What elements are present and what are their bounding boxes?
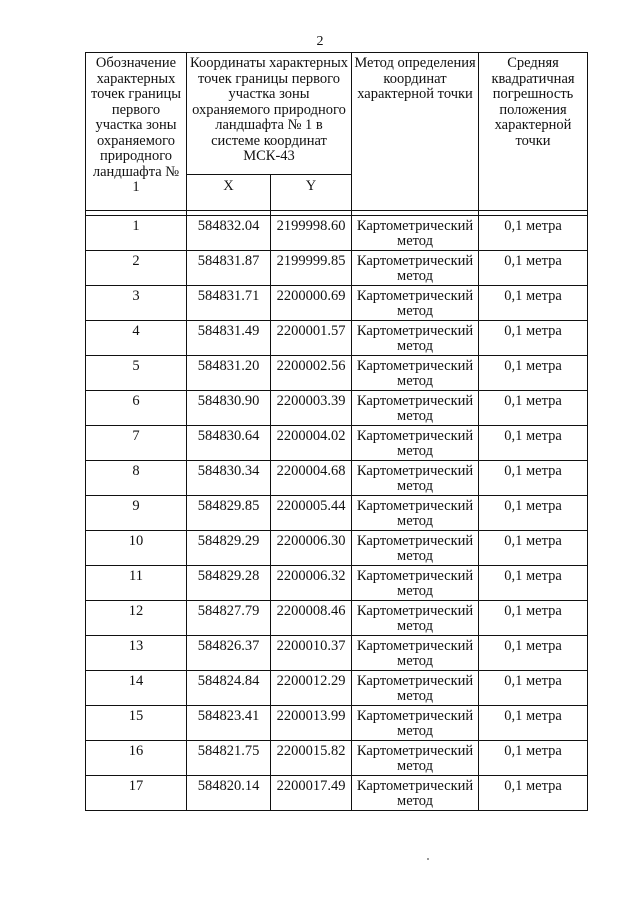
method-cell: Картометрический метод [352, 496, 479, 531]
y-coordinate-cell: 2200004.02 [271, 426, 352, 461]
error-cell: 0,1 метра [479, 216, 588, 251]
point-number-cell: 1 [86, 216, 187, 251]
y-coordinate-cell: 2200017.49 [271, 776, 352, 811]
table-row [86, 496, 588, 531]
method-cell: Картометрический метод [352, 356, 479, 391]
y-coordinate-cell: 2200006.30 [271, 531, 352, 566]
error-cell: 0,1 метра [479, 286, 588, 321]
page-number: 2 [316, 34, 324, 49]
table-row [86, 391, 588, 426]
y-coordinate-cell: 2200005.44 [271, 496, 352, 531]
error-cell: 0,1 метра [479, 671, 588, 706]
x-coordinate-cell: 584830.90 [187, 391, 271, 426]
table-row [86, 216, 588, 251]
point-number-cell: 5 [86, 356, 187, 391]
point-number-cell: 9 [86, 496, 187, 531]
table-row [86, 461, 588, 496]
point-number-cell: 3 [86, 286, 187, 321]
error-cell: 0,1 метра [479, 496, 588, 531]
point-number-cell: 12 [86, 601, 187, 636]
error-cell: 0,1 метра [479, 321, 588, 356]
error-cell: 0,1 метра [479, 356, 588, 391]
method-cell: Картометрический метод [352, 636, 479, 671]
x-header: X [187, 175, 271, 211]
x-coordinate-cell: 584827.79 [187, 601, 271, 636]
method-cell: Картометрический метод [352, 531, 479, 566]
table-row [86, 776, 588, 811]
table-row [86, 356, 588, 391]
y-header: Y [271, 175, 352, 211]
table-row [86, 706, 588, 741]
table-row [86, 251, 588, 286]
error-cell: 0,1 метра [479, 251, 588, 286]
x-coordinate-cell: 584820.14 [187, 776, 271, 811]
y-coordinate-cell: 2200012.29 [271, 671, 352, 706]
x-coordinate-cell: 584831.49 [187, 321, 271, 356]
error-cell: 0,1 метра [479, 601, 588, 636]
point-number-cell: 4 [86, 321, 187, 356]
error-cell: 0,1 метра [479, 391, 588, 426]
point-number-cell: 17 [86, 776, 187, 811]
y-coordinate-cell: 2200004.68 [271, 461, 352, 496]
x-coordinate-cell: 584829.85 [187, 496, 271, 531]
x-coordinate-cell: 584831.20 [187, 356, 271, 391]
error-cell: 0,1 метра [479, 741, 588, 776]
method-cell: Картометрический метод [352, 286, 479, 321]
y-coordinate-cell: 2200001.57 [271, 321, 352, 356]
x-coordinate-cell: 584832.04 [187, 216, 271, 251]
method-cell: Картометрический метод [352, 251, 479, 286]
x-coordinate-cell: 584824.84 [187, 671, 271, 706]
y-coordinate-cell: 2200008.46 [271, 601, 352, 636]
table-row [86, 671, 588, 706]
error-cell: 0,1 метра [479, 531, 588, 566]
error-cell: 0,1 метра [479, 776, 588, 811]
error-cell: 0,1 метра [479, 461, 588, 496]
y-coordinate-cell: 2200010.37 [271, 636, 352, 671]
method-cell: Картометрический метод [352, 216, 479, 251]
table-row [86, 741, 588, 776]
point-number-cell: 6 [86, 391, 187, 426]
y-coordinate-cell: 2200006.32 [271, 566, 352, 601]
point-number-cell: 8 [86, 461, 187, 496]
point-number-cell: 15 [86, 706, 187, 741]
x-coordinate-cell: 584823.41 [187, 706, 271, 741]
x-coordinate-cell: 584821.75 [187, 741, 271, 776]
method-cell: Картометрический метод [352, 776, 479, 811]
method-cell: Картометрический метод [352, 426, 479, 461]
table-row [86, 601, 588, 636]
table-row [86, 286, 588, 321]
point-number-cell: 16 [86, 741, 187, 776]
table-row [86, 636, 588, 671]
coordinates-table [85, 52, 588, 811]
scan-speck [427, 858, 429, 860]
y-coordinate-cell: 2200015.82 [271, 741, 352, 776]
point-number-cell: 7 [86, 426, 187, 461]
method-cell: Картометрический метод [352, 321, 479, 356]
table-row [86, 426, 588, 461]
x-coordinate-cell: 584830.64 [187, 426, 271, 461]
method-cell: Картометрический метод [352, 706, 479, 741]
error-cell: 0,1 метра [479, 706, 588, 741]
table-row [86, 566, 588, 601]
point-number-cell: 13 [86, 636, 187, 671]
error-header: Средняя квадратичная погрешность положения характерной точки [479, 53, 588, 211]
y-coordinate-cell: 2199999.85 [271, 251, 352, 286]
y-coordinate-cell: 2200000.69 [271, 286, 352, 321]
method-cell: Картометрический метод [352, 566, 479, 601]
error-cell: 0,1 метра [479, 426, 588, 461]
method-cell: Картометрический метод [352, 601, 479, 636]
point-number-cell: 10 [86, 531, 187, 566]
coordinates-header: Координаты характерных точек границы первого участка зоны охраняемого природного ландшафта № 1 в системе координат МСК-43 [187, 53, 352, 175]
table-row [86, 321, 588, 356]
y-coordinate-cell: 2199998.60 [271, 216, 352, 251]
method-cell: Картометрический метод [352, 391, 479, 426]
x-coordinate-cell: 584829.28 [187, 566, 271, 601]
table-row [86, 531, 588, 566]
designation-header: Обозначение характерных точек границы первого участка зоны охраняемого природного ландшафта № 1 [86, 53, 187, 211]
y-coordinate-cell: 2200003.39 [271, 391, 352, 426]
x-coordinate-cell: 584829.29 [187, 531, 271, 566]
point-number-cell: 14 [86, 671, 187, 706]
y-coordinate-cell: 2200013.99 [271, 706, 352, 741]
y-coordinate-cell: 2200002.56 [271, 356, 352, 391]
x-coordinate-cell: 584831.71 [187, 286, 271, 321]
method-header: Метод определения координат характерной точки [352, 53, 479, 211]
method-cell: Картометрический метод [352, 461, 479, 496]
point-number-cell: 2 [86, 251, 187, 286]
point-number-cell: 11 [86, 566, 187, 601]
x-coordinate-cell: 584826.37 [187, 636, 271, 671]
method-cell: Картометрический метод [352, 671, 479, 706]
error-cell: 0,1 метра [479, 566, 588, 601]
table-body [86, 216, 588, 811]
x-coordinate-cell: 584831.87 [187, 251, 271, 286]
error-cell: 0,1 метра [479, 636, 588, 671]
table-header-row [86, 53, 588, 175]
method-cell: Картометрический метод [352, 741, 479, 776]
x-coordinate-cell: 584830.34 [187, 461, 271, 496]
